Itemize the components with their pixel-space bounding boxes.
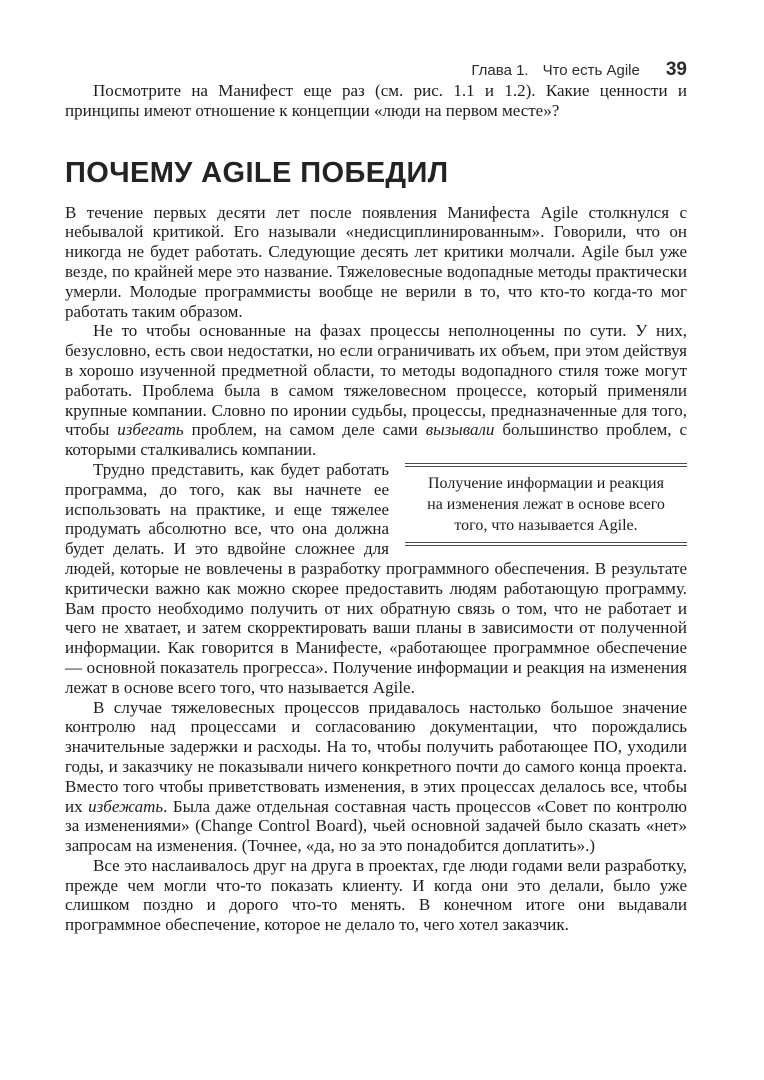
- chapter-title: Что есть Agile: [542, 62, 640, 79]
- paragraph-2: Не то чтобы основанные на фазах процессы неполноценны по сути. У них, безусловно, есть свои недостатки, но если ограничивать их объем, при этом действуя в хорошо изученной предметной области, то методы водопадного стиля тоже могут работать. Проблема была в самом тяжеловесном процессе, который применяли крупные компании. Словно по иронии судьбы, процессы, предназначенные для того, чтобы избегать проблем, на самом деле сами вызывали большинство проблем, с которыми сталкивались компании.: [65, 321, 687, 460]
- intro-paragraph: Посмотрите на Манифест еще раз (см. рис. 1.1 и 1.2). Какие ценности и принципы имеют отношение к концепции «люди на первом месте»?: [65, 81, 687, 120]
- paragraph-4: В случае тяжеловесных процессов придавалось настолько большое значение контролю над процессами и согласованию документации, что порождались значительные задержки и расходы. На то, чтобы получить работающее ПО, уходили годы, и заказчику не показывали ничего конкретного почти до самого конца проекта. Вместо того чтобы приветствовать изменения, в этих процессах делалось все, чтобы их избежать. Была даже отдельная составная часть процессов «Совет по контролю за изменениями» (Change Control Board), чьей основной задачей было сказать «нет» запросам на изменения. (Точнее, «да, но за это понадобится доплатить».): [65, 697, 687, 856]
- paragraph-1: В течение первых десяти лет после появления Манифеста Agile столкнулся с небывалой критикой. Его называли «недисциплинированным». Говорили, что он никогда не будет работать. Следующие десять лет критики молчали. Agile был уже везде, по крайней мере это название. Тяжеловесные водопадные методы практически умерли. Молодые программисты вообще не верили в то, что кто-то когда-то мог работать таким образом.: [65, 202, 687, 321]
- pull-quote: [405, 463, 687, 546]
- chapter-label: Глава 1.: [471, 62, 529, 79]
- pull-quote-text: Получение информации и реакция на изменения лежат в основе всего того, что называется Agile.: [427, 474, 665, 534]
- paragraph-5: Все это наслаивалось друг на друга в проектах, где люди годами вели разработку, прежде чем могли что-то показать клиенту. И когда они это делали, было уже слишком поздно и дорого что-то менять. В конечном итоге они выдавали программное обеспечение, которое не делало то, чего хотел заказчик.: [65, 855, 687, 935]
- paragraph-3: Трудно представить, как будет работать программа, до того, как вы начнете ее использовать на практике, и еще тяжелее продумать абсолютно все, что она должна будет делать. И это вдвойне сложнее для людей, которые не вовлечены в разработку программного обеспечения. В результате критически важно как можно скорее предоставить людям работающую программу. Вам просто необходимо получить от них обратную связь о том, что не работает и чего не хватает, и затем скорректировать ваши планы в зависимости от полученной информации. Как говорится в Манифесте, «работающее программное обеспечение — основной показатель прогресса». Получение информации и реакция на изменения лежат в основе всего того, что называется Agile.: [65, 459, 687, 697]
- section-heading: ПОЧЕМУ AGILE ПОБЕДИЛ: [65, 156, 449, 189]
- page-number: 39: [665, 59, 687, 80]
- running-header: [65, 60, 687, 81]
